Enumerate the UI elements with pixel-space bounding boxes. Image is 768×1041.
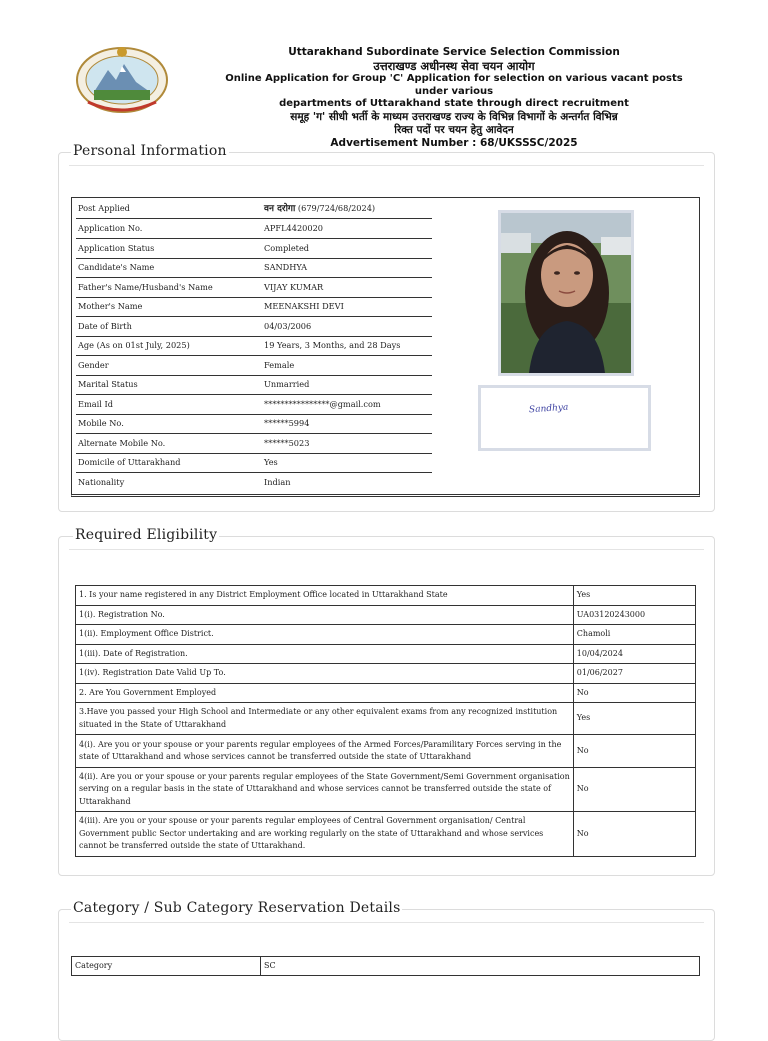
info-row-application-no — [76, 219, 432, 239]
info-row-father-name — [76, 278, 432, 298]
table-row — [76, 812, 696, 857]
info-value: Female — [264, 359, 295, 370]
info-value: 19 Years, 3 Months, and 28 Days — [264, 340, 401, 350]
info-row-domicile — [76, 453, 432, 473]
info-value: Indian — [264, 476, 291, 487]
answer-cell: 10/04/2024 — [573, 644, 695, 664]
info-row-age — [76, 336, 432, 356]
info-row-mobile — [76, 414, 432, 434]
info-value: APFL4420020 — [264, 223, 324, 233]
info-label: Mother's Name — [78, 301, 143, 311]
question-cell: 3.Have you passed your High School and Intermediate or any other equivalent exams from any recognized institution situated in the State of Uttarakhand — [76, 703, 574, 735]
application-title-line1: Online Application for Group 'C' Application for selection on various vacant posts under various — [225, 73, 683, 97]
eligibility-table — [75, 585, 696, 857]
answer-cell: Yes — [573, 703, 695, 735]
answer-cell: Chamoli — [573, 625, 695, 645]
answer-cell: No — [573, 735, 695, 768]
answer-cell: No — [573, 683, 695, 703]
hindi-title-line2: रिक्त पदों पर चयन हेतु आवेदन — [394, 123, 514, 136]
candidate-photo — [498, 210, 634, 376]
candidate-signature: Sandhya — [528, 402, 569, 416]
info-value — [264, 199, 375, 219]
table-row — [76, 586, 696, 606]
answer-cell: No — [573, 768, 695, 812]
section-title: Required Eligibility — [75, 527, 218, 543]
question-cell: 4(ii). Are you or your spouse or your parents regular employees of the State Government/Semi Government organisation serving on a regular basis in the state of Uttarakhand and whose services cannot be transferred outside the state of Uttarakhand — [76, 768, 574, 812]
info-row-application-status — [76, 239, 432, 259]
commission-logo — [74, 44, 170, 116]
info-label: Nationality — [78, 476, 125, 487]
info-row-date-of-birth — [76, 317, 432, 337]
info-label: Mobile No. — [78, 418, 124, 428]
category-label: Category — [72, 957, 261, 976]
info-label: Post Applied — [78, 203, 130, 213]
divider — [69, 549, 704, 550]
category-value: SC — [261, 957, 700, 976]
info-label: Email Id — [78, 398, 113, 409]
commission-name-hi: उत्तराखण्ड अधीनस्थ सेवा चयन आयोग — [373, 59, 535, 73]
info-row-gender — [76, 356, 432, 376]
info-label: Date of Birth — [78, 320, 132, 331]
question-cell: 1(ii). Employment Office District. — [76, 625, 574, 645]
table-row — [76, 664, 696, 684]
table-row — [76, 605, 696, 625]
table-row — [72, 957, 700, 976]
info-value: ******5023 — [264, 437, 310, 448]
info-row-marital-status — [76, 375, 432, 395]
info-label: Domicile of Uttarakhand — [78, 457, 181, 467]
info-row-nationality — [76, 473, 432, 492]
info-row-mother-name — [76, 297, 432, 317]
info-value: Yes — [264, 457, 278, 467]
personal-info-frame — [71, 197, 700, 497]
info-row-post-applied — [76, 199, 432, 219]
question-cell: 1. Is your name registered in any District Employment Office located in Uttarakhand State — [76, 586, 574, 606]
answer-cell: 01/06/2027 — [573, 664, 695, 684]
category-section — [58, 900, 715, 1041]
divider — [69, 165, 704, 166]
advertisement-number: Advertisement Number : 68/UKSSSC/2025 — [330, 136, 578, 149]
info-label: Application Status — [78, 242, 155, 253]
info-value: VIJAY KUMAR — [264, 281, 324, 292]
info-label: Gender — [78, 359, 109, 370]
info-label: Candidate's Name — [78, 262, 155, 272]
info-value: MEENAKSHI DEVI — [264, 301, 344, 311]
info-value: Completed — [264, 242, 310, 253]
question-cell: 1(iv). Registration Date Valid Up To. — [76, 664, 574, 684]
post-code: (679/724/68/2024) — [295, 203, 376, 213]
answer-cell: Yes — [573, 586, 695, 606]
personal-information-section — [58, 143, 715, 512]
info-label: Age (As on 01st July, 2025) — [78, 340, 190, 350]
application-title-line2: departments of Uttarakhand state through direct recruitment — [279, 98, 629, 109]
info-value: 04/03/2006 — [264, 320, 312, 331]
candidate-signature-box — [478, 385, 651, 451]
answer-cell: UA03120243000 — [573, 605, 695, 625]
hindi-title-line1: समूह 'ग' सीधी भर्ती के माध्यम उत्तराखण्ड राज्य के विभिन्न विभागों के अन्तर्गत विभिन्न — [290, 110, 618, 123]
info-row-candidate-name — [76, 258, 432, 278]
table-row — [76, 735, 696, 768]
info-label: Application No. — [78, 223, 143, 233]
table-row — [76, 703, 696, 735]
table-row — [76, 768, 696, 812]
info-value: ****************@gmail.com — [264, 398, 381, 409]
category-table — [71, 956, 700, 976]
info-row-email — [76, 395, 432, 415]
question-cell: 4(i). Are you or your spouse or your parents regular employees of the Armed Forces/Paramilitary Forces serving in the state of Uttarakhand and whose services cannot be transferred outside the state of Uttarakhand — [76, 735, 574, 768]
answer-cell: No — [573, 812, 695, 857]
question-cell: 4(iii). Are you or your spouse or your parents regular employees of Central Government organisation/ Central Government public Sector undertaking and are working regularly on the state of Uttarakhand and whose services cannot be transferred outside the state of Uttarakhand. — [76, 812, 574, 857]
question-cell: 1(iii). Date of Registration. — [76, 644, 574, 664]
table-row — [76, 644, 696, 664]
section-title: Personal Information — [73, 143, 227, 159]
info-label: Marital Status — [78, 379, 138, 389]
info-label: Father's Name/Husband's Name — [78, 281, 213, 292]
table-row — [76, 625, 696, 645]
section-title: Category / Sub Category Reservation Details — [73, 900, 401, 916]
commission-name-en: Uttarakhand Subordinate Service Selection Commission — [288, 46, 620, 58]
question-cell: 1(i). Registration No. — [76, 605, 574, 625]
required-eligibility-section — [58, 527, 715, 876]
table-row — [76, 683, 696, 703]
question-cell: 2. Are You Government Employed — [76, 683, 574, 703]
divider — [69, 922, 704, 923]
info-value: Unmarried — [264, 379, 310, 389]
info-label: Alternate Mobile No. — [78, 437, 166, 448]
post-name: वन दरोगा — [264, 204, 296, 214]
page-header — [214, 46, 694, 150]
info-value: ******5994 — [264, 418, 310, 428]
info-value: SANDHYA — [264, 262, 308, 272]
photo-image — [501, 213, 631, 373]
info-row-alternate-mobile — [76, 434, 432, 454]
